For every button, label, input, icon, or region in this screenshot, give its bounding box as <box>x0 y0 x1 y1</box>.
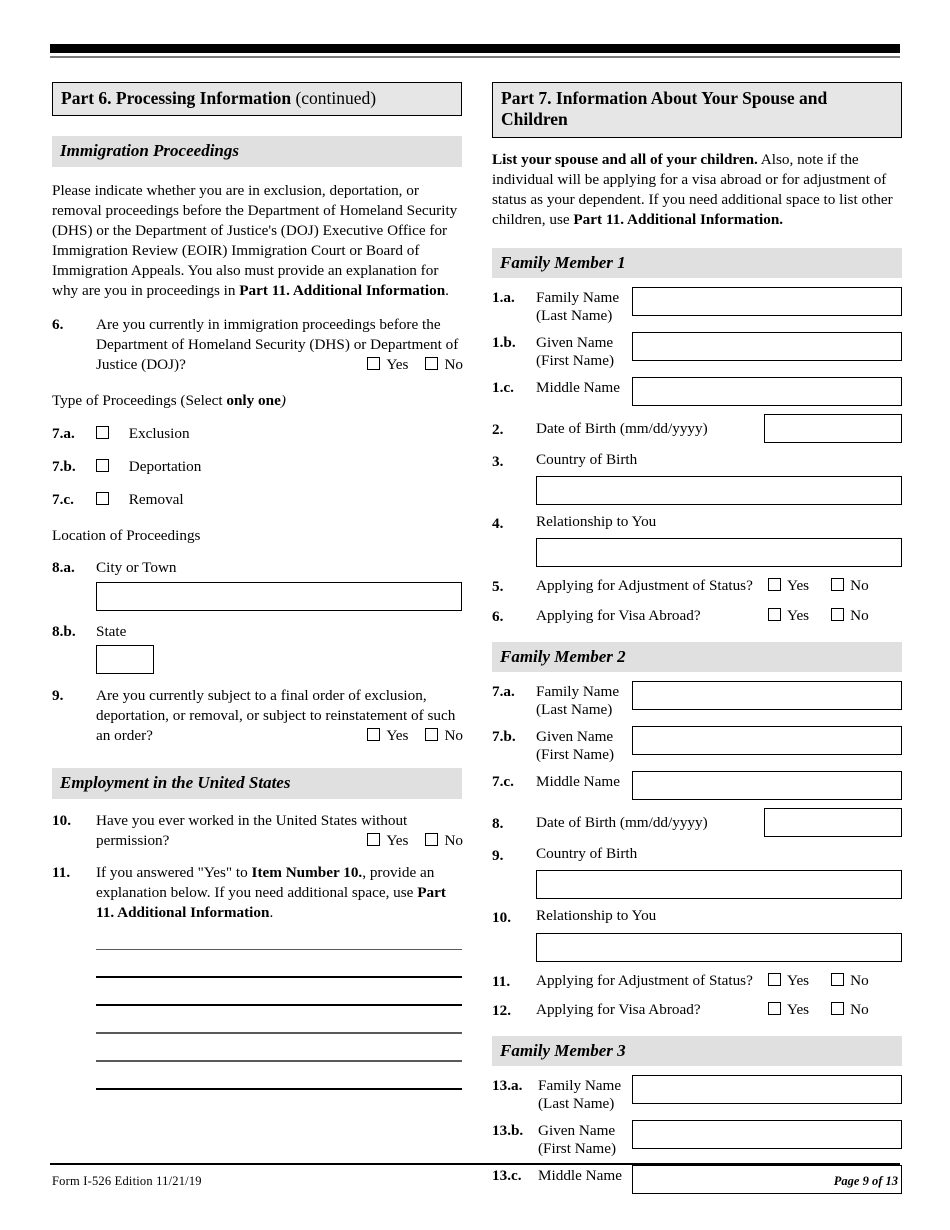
field-1a <box>492 287 902 325</box>
location-of-proceedings-label: Location of Proceedings <box>52 526 201 544</box>
instructions-part-ref: Part 11. Additional Information. <box>573 210 784 228</box>
given-name-1-input[interactable] <box>632 332 902 361</box>
option-7c-number: 7.c. <box>52 490 74 508</box>
adjustment-status-2-no-checkbox[interactable] <box>831 973 844 986</box>
type-label-pre: Type of Proceedings (Select <box>52 391 227 409</box>
family-name-2-input[interactable] <box>632 681 902 710</box>
question-9-number: 9. <box>52 687 64 705</box>
field-9-label: Country of Birth <box>536 845 638 863</box>
country-of-birth-1-input[interactable] <box>536 476 902 505</box>
given-name-3-input[interactable] <box>632 1120 902 1149</box>
type-label-post: ) <box>280 391 286 409</box>
field-7a <box>492 681 902 719</box>
family-member-3-heading: Family Member 3 <box>492 1036 902 1066</box>
field-11-label: Applying for Adjustment of Status? <box>536 971 753 989</box>
header-rule-thick <box>50 44 900 53</box>
option-7c-label: Removal <box>128 490 184 508</box>
question-8a-number: 8.a. <box>52 558 75 576</box>
answer-line-1[interactable] <box>96 949 462 951</box>
option-7b-number: 7.b. <box>52 457 76 475</box>
field-13a-label <box>538 1075 632 1113</box>
field-7a-label <box>536 681 632 719</box>
field-1c <box>492 377 902 406</box>
adjustment-status-2-yes-label: Yes <box>787 971 810 989</box>
part-6-continued: (continued) <box>295 88 377 108</box>
field-13c-label: Middle Name <box>538 1167 622 1185</box>
answer-line-4[interactable] <box>96 1032 462 1034</box>
field-11-number: 11. <box>492 972 511 990</box>
field-7b-label <box>536 726 632 764</box>
family-member-2-fields <box>492 681 902 1020</box>
intro-text-end: . <box>445 281 449 299</box>
field-1a-label <box>536 287 632 325</box>
answer-line-5[interactable] <box>96 1060 462 1062</box>
field-8 <box>492 808 902 837</box>
intro-text-part1: Please indicate whether you are in exclusion, deportation, or removal proceedings before the Department of Homeland Security (DHS) or the Department of Justice's (DOJ) Executive Office for Immigration Review (EOIR) Immigration Court or Board of Immigration Appeals. You also must provide an explanation for why are you in proceedings in <box>52 181 458 299</box>
question-8b <box>52 622 462 675</box>
family-member-1-fields <box>492 287 902 626</box>
option-7b[interactable] <box>52 457 462 477</box>
field-13c-number: 13.c. <box>492 1167 522 1185</box>
field-7a-number: 7.a. <box>492 683 515 701</box>
middle-name-1-input[interactable] <box>632 377 902 406</box>
question-8a <box>52 558 462 611</box>
type-of-proceedings-label <box>52 391 462 411</box>
field-7c-number: 7.c. <box>492 773 514 791</box>
field-7a-label-line2: (Last Name) <box>536 701 613 719</box>
question-10-yes-checkbox[interactable] <box>367 833 380 846</box>
family-member-2-heading: Family Member 2 <box>492 642 902 672</box>
question-10-number: 10. <box>52 811 71 829</box>
question-6-yes-checkbox[interactable] <box>367 357 380 370</box>
visa-abroad-1-yes-checkbox[interactable] <box>768 608 781 621</box>
answer-line-6[interactable] <box>96 1088 462 1090</box>
visa-abroad-2-yes-checkbox[interactable] <box>768 1002 781 1015</box>
question-10-yesno <box>367 831 463 851</box>
field-1b-label-line2: (First Name) <box>536 352 615 370</box>
question-6-yesno <box>367 355 463 375</box>
field-12 <box>492 1000 902 1020</box>
field-13b-label-line1: Given Name <box>538 1122 616 1140</box>
adjustment-status-2-yes-checkbox[interactable] <box>768 973 781 986</box>
field-13a <box>492 1075 902 1113</box>
answer-line-2[interactable] <box>96 976 462 978</box>
question-8a-label: City or Town <box>96 558 177 576</box>
field-13a-number: 13.a. <box>492 1077 523 1095</box>
type-label-bold: only one <box>226 391 281 409</box>
date-of-birth-1-input[interactable] <box>764 414 902 443</box>
field-6 <box>492 606 902 626</box>
field-3-number: 3. <box>492 453 504 471</box>
question-9-yes-checkbox[interactable] <box>367 728 380 741</box>
question-9-yesno <box>367 726 463 746</box>
option-7a-number: 7.a. <box>52 424 75 442</box>
option-7b-label: Deportation <box>128 457 202 475</box>
intro-bold-ref: Part 11. Additional Information <box>239 281 446 299</box>
option-7a[interactable] <box>52 424 462 444</box>
right-column <box>492 82 902 1194</box>
field-8-number: 8. <box>492 814 504 832</box>
family-member-1-heading: Family Member 1 <box>492 248 902 278</box>
question-9-yes-label: Yes <box>386 727 409 745</box>
field-4-label: Relationship to You <box>536 513 657 531</box>
field-6-yesno <box>768 607 902 625</box>
field-12-label: Applying for Visa Abroad? <box>536 1000 701 1018</box>
explanation-answer-area[interactable] <box>96 949 462 1090</box>
question-9-text: Are you currently subject to a final order of exclusion, deportation, or removal, or subject to reinstatement of such an order? <box>96 687 456 745</box>
footer-form-id: Form I-526 Edition 11/21/19 <box>52 1174 202 1188</box>
date-of-birth-2-input[interactable] <box>764 808 902 837</box>
field-1b-label-line1: Given Name <box>536 334 614 352</box>
footer-page-number: Page 9 of 13 <box>833 1174 898 1188</box>
question-8b-label: State <box>96 622 127 640</box>
part-7-instructions <box>492 150 902 230</box>
relationship-to-you-1-input[interactable] <box>536 538 902 567</box>
field-5 <box>492 576 902 596</box>
relationship-to-you-2-input[interactable] <box>536 933 902 962</box>
field-7b-label-line2: (First Name) <box>536 746 615 764</box>
field-8-label: Date of Birth (mm/dd/yyyy) <box>536 813 708 831</box>
question-11-item-ref: Item Number 10. <box>251 863 363 881</box>
field-7b-label-line1: Given Name <box>536 728 614 746</box>
field-7a-label-line1: Family Name <box>536 683 620 701</box>
adjustment-status-1-yes-label: Yes <box>787 577 810 595</box>
field-13b-number: 13.b. <box>492 1122 524 1140</box>
question-10-no-label: No <box>444 831 463 849</box>
visa-abroad-2-no-checkbox[interactable] <box>831 1002 844 1015</box>
proceeding-type-options <box>52 424 462 510</box>
field-9-number: 9. <box>492 847 504 865</box>
option-7c-checkbox[interactable] <box>96 492 109 505</box>
part-6-title: Part 6. Processing Information <box>61 88 292 108</box>
question-11-text-c: . <box>269 903 274 921</box>
part-7-header <box>492 82 902 138</box>
adjustment-status-2-no-label: No <box>850 971 869 989</box>
question-6-no-label: No <box>444 355 463 373</box>
field-7b <box>492 726 902 764</box>
option-7c[interactable] <box>52 490 462 510</box>
field-4 <box>492 513 902 567</box>
field-11 <box>492 971 902 991</box>
field-1a-label-line2: (Last Name) <box>536 307 613 325</box>
field-1b-label <box>536 332 632 370</box>
field-13b <box>492 1120 902 1158</box>
field-13b-label-line2: (First Name) <box>538 1140 617 1158</box>
adjustment-status-1-no-label: No <box>850 577 869 595</box>
field-5-number: 5. <box>492 578 504 596</box>
instructions-text: Also, note if the individual will be applying for a visa abroad or for adjustment of status as your dependent. If you need additional space to list other children, use <box>492 150 893 228</box>
part-7-title: Part 7. Information About Your Spouse and Children <box>501 88 828 130</box>
field-12-yesno <box>768 1001 902 1019</box>
option-7b-checkbox[interactable] <box>96 459 109 472</box>
middle-name-2-input[interactable] <box>632 771 902 800</box>
field-11-yesno <box>768 972 902 990</box>
visa-abroad-1-no-checkbox[interactable] <box>831 608 844 621</box>
field-12-number: 12. <box>492 1001 511 1019</box>
question-11-text-b: , provide an explanation below. If you need additional space, use <box>96 863 435 901</box>
question-11-part-ref: Part 11. Additional Information <box>96 883 446 921</box>
adjustment-status-1-no-checkbox[interactable] <box>831 578 844 591</box>
field-1c-number: 1.c. <box>492 379 514 397</box>
instructions-bold-lead: List your spouse and all of your children. <box>492 150 758 168</box>
adjustment-status-1-yes-checkbox[interactable] <box>768 578 781 591</box>
field-1a-label-line1: Family Name <box>536 289 620 307</box>
employment-heading: Employment in the United States <box>52 768 462 798</box>
question-6-no-checkbox[interactable] <box>425 357 438 370</box>
question-6-text: Are you currently in immigration proceedings before the Department of Homeland Security (DHS) or Department of Justice (DOJ)? <box>96 315 459 373</box>
question-9-no-checkbox[interactable] <box>425 728 438 741</box>
field-6-label: Applying for Visa Abroad? <box>536 606 701 624</box>
field-7c-label: Middle Name <box>536 773 620 791</box>
field-9 <box>492 845 902 899</box>
field-2 <box>492 414 902 443</box>
question-8b-number: 8.b. <box>52 622 76 640</box>
question-11-text-a: If you answered "Yes" to <box>96 863 252 881</box>
field-10-label: Relationship to You <box>536 907 657 925</box>
field-3-label: Country of Birth <box>536 451 638 469</box>
question-11 <box>52 863 462 923</box>
field-2-label: Date of Birth (mm/dd/yyyy) <box>536 419 708 437</box>
field-1c-label: Middle Name <box>536 379 620 397</box>
question-9-no-label: No <box>444 727 463 745</box>
visa-abroad-1-no-label: No <box>850 606 869 624</box>
option-7a-label: Exclusion <box>128 424 190 442</box>
field-5-label: Applying for Adjustment of Status? <box>536 577 753 595</box>
question-6 <box>52 315 462 375</box>
country-of-birth-2-input[interactable] <box>536 870 902 899</box>
family-name-1-input[interactable] <box>632 287 902 316</box>
question-9 <box>52 686 462 746</box>
state-input[interactable] <box>96 645 154 674</box>
visa-abroad-2-no-label: No <box>850 1000 869 1018</box>
field-1a-number: 1.a. <box>492 289 515 307</box>
part-6-header <box>52 82 462 116</box>
visa-abroad-1-yes-label: Yes <box>787 606 810 624</box>
field-1b <box>492 332 902 370</box>
question-6-number: 6. <box>52 315 64 333</box>
question-10-text: Have you ever worked in the United States without permission? <box>96 811 408 849</box>
field-13a-label-line1: Family Name <box>538 1077 622 1095</box>
answer-line-3[interactable] <box>96 1004 462 1006</box>
field-2-number: 2. <box>492 420 504 438</box>
field-10-number: 10. <box>492 909 511 927</box>
header-rule-thin <box>50 56 900 58</box>
city-or-town-input[interactable] <box>96 582 462 611</box>
question-10-no-checkbox[interactable] <box>425 833 438 846</box>
family-name-3-input[interactable] <box>632 1075 902 1104</box>
field-13b-label <box>538 1120 632 1158</box>
visa-abroad-2-yes-label: Yes <box>787 1000 810 1018</box>
question-10 <box>52 811 462 851</box>
field-3 <box>492 451 902 505</box>
field-10 <box>492 907 902 961</box>
field-6-number: 6. <box>492 607 504 625</box>
left-column <box>52 82 462 1090</box>
immigration-proceedings-heading: Immigration Proceedings <box>52 136 462 166</box>
question-11-number: 11. <box>52 863 71 881</box>
field-13a-label-line2: (Last Name) <box>538 1095 615 1113</box>
question-10-yes-label: Yes <box>386 831 409 849</box>
immigration-proceedings-intro <box>52 181 462 301</box>
question-6-yes-label: Yes <box>386 355 409 373</box>
field-4-number: 4. <box>492 515 504 533</box>
footer-rule <box>50 1163 900 1165</box>
field-7b-number: 7.b. <box>492 728 516 746</box>
field-5-yesno <box>768 577 902 595</box>
option-7a-checkbox[interactable] <box>96 426 109 439</box>
given-name-2-input[interactable] <box>632 726 902 755</box>
field-1b-number: 1.b. <box>492 334 516 352</box>
field-7c <box>492 771 902 800</box>
